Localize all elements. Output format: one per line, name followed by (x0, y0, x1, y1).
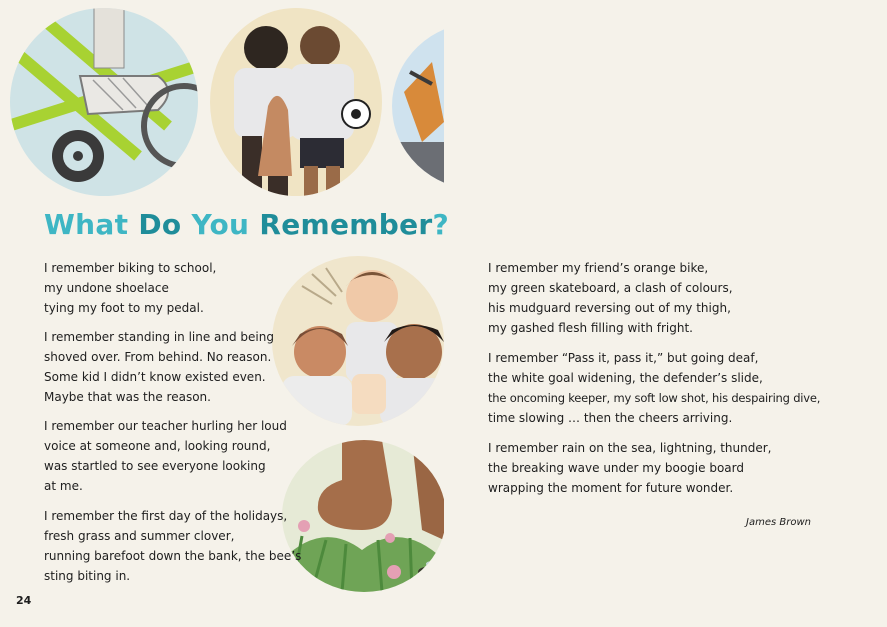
title-word-remember: Remember (259, 208, 433, 241)
poem-line: the oncoming keeper, my soft low shot, his despairing dive, (488, 391, 821, 405)
poem-line: I remember “Pass it, pass it,” but going deaf, (488, 351, 759, 365)
page-number: 24 (16, 594, 32, 607)
stanza-right-3 (488, 438, 772, 498)
poem-line: I remember my friend’s orange bike, (488, 261, 709, 275)
title-word-you: You (191, 208, 260, 241)
three-children-faces-illustration (272, 256, 444, 426)
poem-line: wrapping the moment for future wonder. (488, 481, 734, 495)
stanza-left-1 (44, 258, 216, 318)
boys-with-football-illustration (208, 6, 384, 198)
poem-line: his mudguard reversing out of my thigh, (488, 301, 731, 315)
poem-line: fresh grass and summer clover, (44, 529, 235, 543)
stanza-left-3 (44, 416, 287, 496)
stanza-left-2 (44, 327, 274, 407)
poem-line: Maybe that was the reason. (44, 390, 211, 404)
poem-line: I remember standing in line and being (44, 330, 274, 344)
stanza-right-1 (488, 258, 733, 338)
poem-line: tying my foot to my pedal. (44, 301, 204, 315)
poem-line: I remember biking to school, (44, 261, 217, 275)
surfboard-illustration (392, 22, 444, 190)
poem-line: my undone shoelace (44, 281, 169, 295)
poem-line: was startled to see everyone looking (44, 459, 266, 473)
poem-line: I remember rain on the sea, lightning, thunder, (488, 441, 772, 455)
title-word-what: What (44, 208, 139, 241)
bare-foot-in-grass-illustration (282, 440, 444, 592)
poem-line: running barefoot down the bank, the bee’s (44, 549, 302, 563)
title-word-do: Do (138, 208, 192, 241)
bike-pedal-illustration (8, 6, 200, 198)
poem-line: Some kid I didn’t know existed even. (44, 370, 266, 384)
poem-line: the white goal widening, the defender’s slide, (488, 371, 763, 385)
poem-line: the breaking wave under my boogie board (488, 461, 744, 475)
poem-line: voice at someone and, looking round, (44, 439, 271, 453)
author-credit: James Brown (746, 517, 811, 528)
poem-title (44, 208, 449, 241)
poem-line: sting biting in. (44, 569, 131, 583)
poem-line: my gashed flesh filling with fright. (488, 321, 693, 335)
title-question-mark: ? (432, 208, 450, 241)
poem-line: my green skateboard, a clash of colours, (488, 281, 733, 295)
poem-line: time slowing … then the cheers arriving. (488, 411, 733, 425)
poem-line: shoved over. From behind. No reason. (44, 350, 272, 364)
poem-line: I remember the first day of the holidays, (44, 509, 288, 523)
poem-line: at me. (44, 479, 83, 493)
stanza-left-4 (44, 506, 301, 586)
poem-line: I remember our teacher hurling her loud (44, 419, 287, 433)
stanza-right-2 (488, 348, 820, 428)
